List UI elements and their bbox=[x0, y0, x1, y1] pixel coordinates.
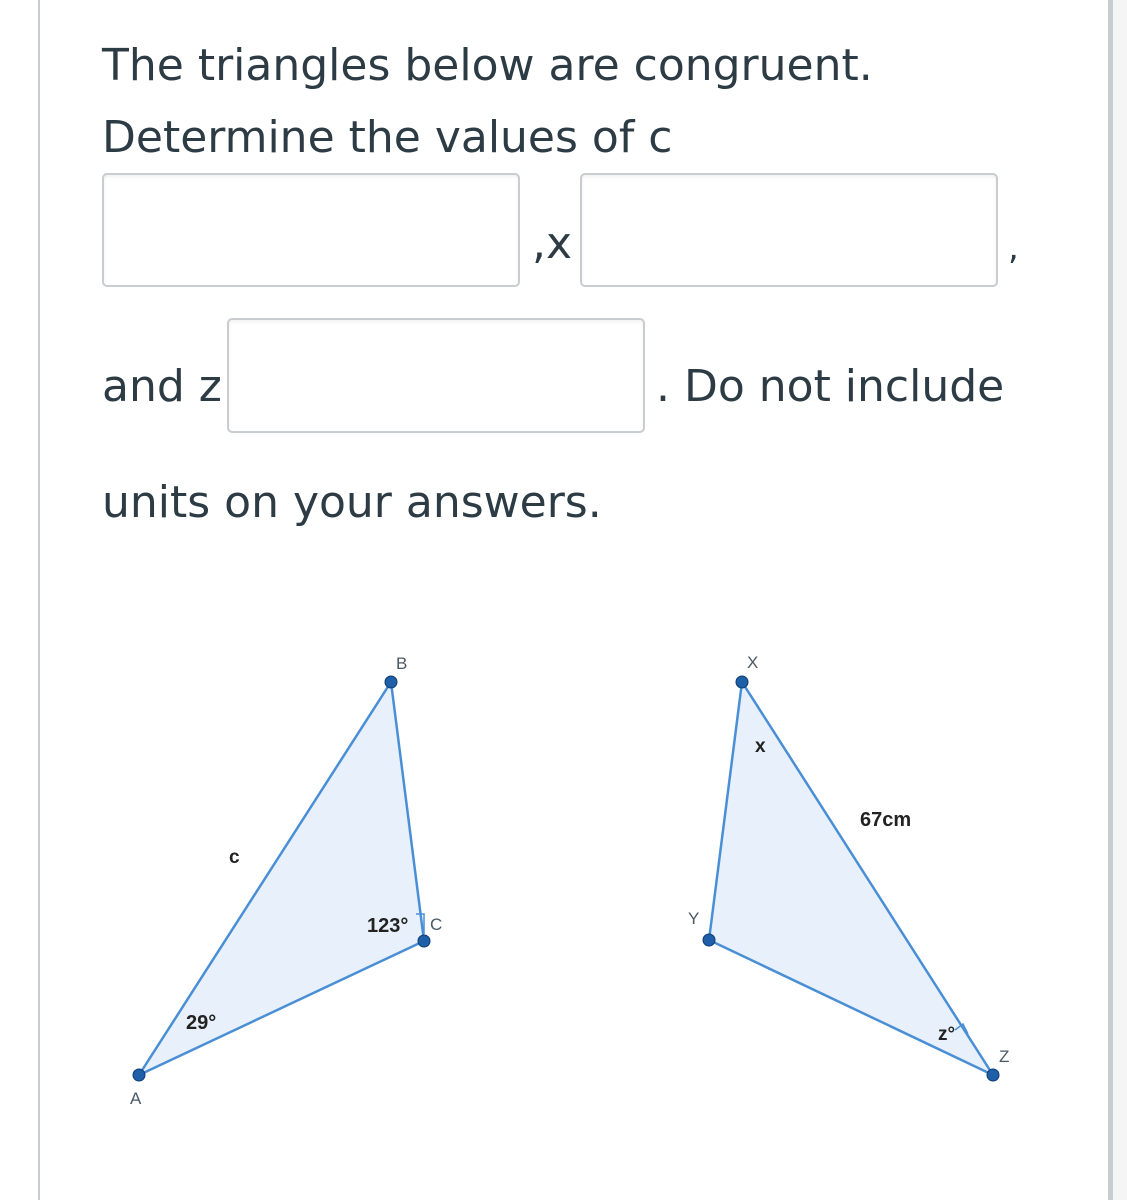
angle-label-x: x bbox=[755, 736, 766, 757]
triangle-abc bbox=[139, 682, 424, 1075]
vertex-label-b: B bbox=[396, 654, 408, 673]
x-separator-label: ,x bbox=[532, 218, 573, 269]
and-z-label: and z bbox=[102, 361, 222, 412]
vertex-label-c: C bbox=[430, 915, 443, 934]
point-y bbox=[703, 934, 715, 946]
angle-label-a: 29° bbox=[186, 1012, 217, 1034]
vertex-label-x: X bbox=[747, 653, 759, 672]
point-a bbox=[133, 1069, 145, 1081]
side-label-67cm: 67cm bbox=[860, 809, 912, 831]
instruction-text-continued: units on your answers. bbox=[102, 477, 602, 528]
point-z bbox=[987, 1069, 999, 1081]
trailing-comma: , bbox=[1008, 228, 1019, 268]
vertex-label-z: Z bbox=[999, 1047, 1010, 1066]
triangle-xyz bbox=[709, 682, 993, 1075]
side-label-c: c bbox=[229, 847, 240, 868]
angle-label-z: z° bbox=[938, 1024, 956, 1045]
question-line-2: Determine the values of c bbox=[102, 112, 673, 163]
vertex-label-a: A bbox=[130, 1089, 142, 1108]
point-x bbox=[736, 676, 748, 688]
question-line-1: The triangles below are congruent. bbox=[102, 40, 873, 91]
angle-label-c: 123° bbox=[367, 915, 409, 937]
instruction-text: . Do not include bbox=[656, 361, 1005, 412]
point-c bbox=[418, 935, 430, 947]
vertex-label-y: Y bbox=[688, 909, 700, 928]
point-b bbox=[385, 676, 397, 688]
